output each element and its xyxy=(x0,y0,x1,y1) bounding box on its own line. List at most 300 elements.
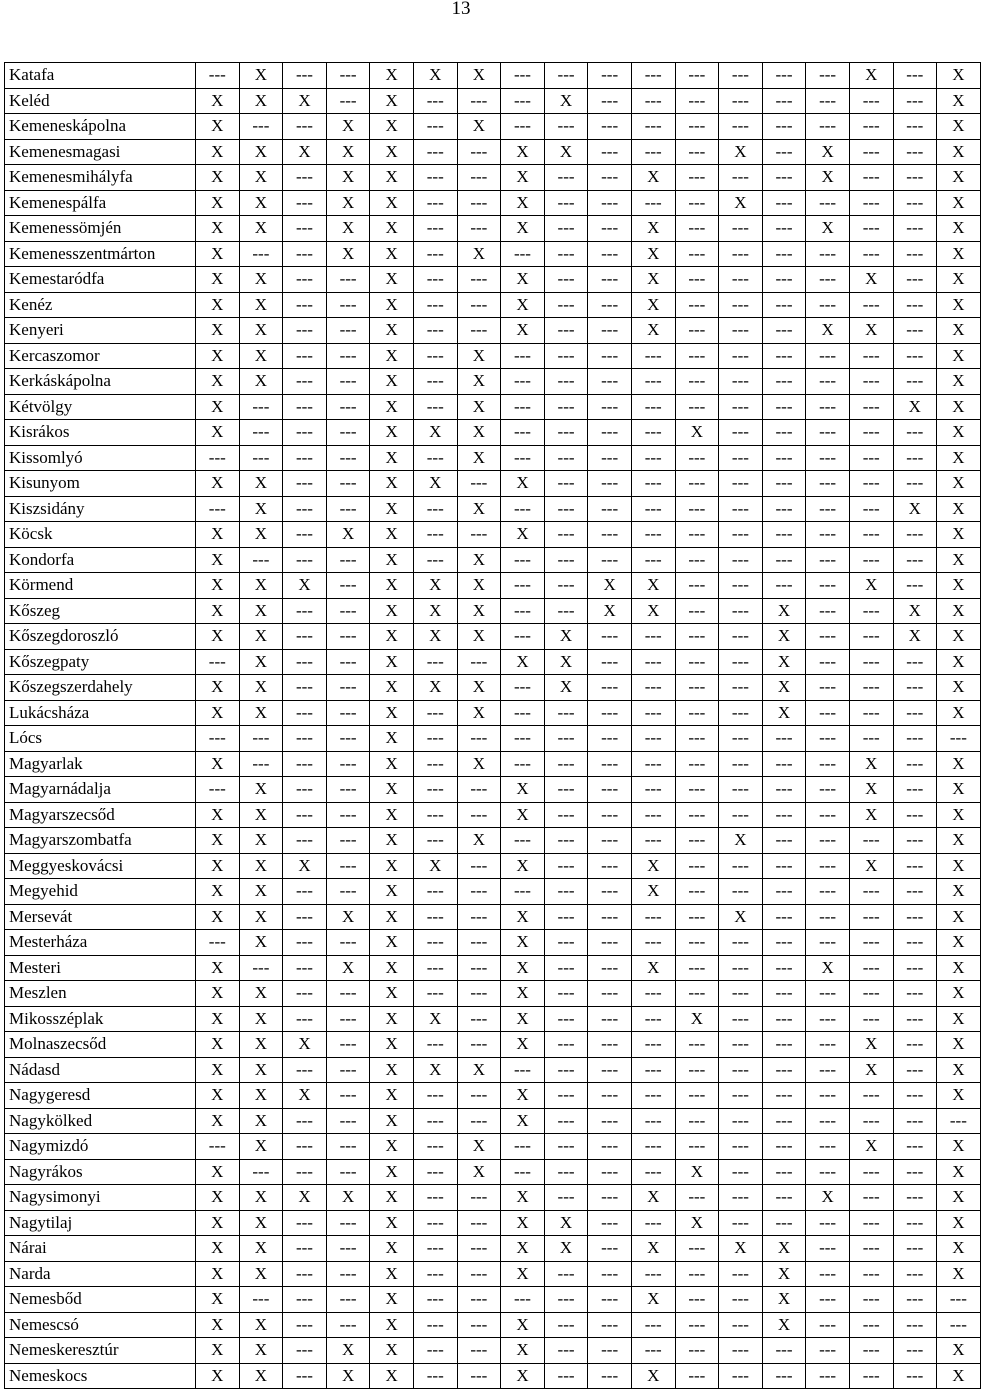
table-cell: --- xyxy=(239,114,283,140)
table-cell: --- xyxy=(719,1108,763,1134)
table-cell: X xyxy=(457,420,501,446)
table-row xyxy=(5,267,981,293)
table-cell: --- xyxy=(719,777,763,803)
table-cell: --- xyxy=(631,981,675,1007)
settlement-name: Meszlen xyxy=(5,981,196,1007)
table-cell: --- xyxy=(762,165,806,191)
table-cell: --- xyxy=(675,190,719,216)
table-cell: --- xyxy=(457,879,501,905)
table-cell: --- xyxy=(719,420,763,446)
table-cell: --- xyxy=(675,114,719,140)
table-row xyxy=(5,114,981,140)
table-cell: --- xyxy=(501,1134,545,1160)
table-cell: --- xyxy=(631,471,675,497)
table-cell: X xyxy=(239,496,283,522)
table-cell: --- xyxy=(544,63,588,89)
table-cell: --- xyxy=(457,88,501,114)
table-cell: --- xyxy=(588,802,632,828)
table-cell: X xyxy=(631,1363,675,1389)
table-cell: --- xyxy=(849,1108,893,1134)
table-cell: --- xyxy=(283,267,327,293)
table-cell: X xyxy=(631,165,675,191)
table-row xyxy=(5,802,981,828)
table-row xyxy=(5,624,981,650)
table-cell: X xyxy=(762,1312,806,1338)
table-cell: --- xyxy=(675,139,719,165)
table-cell: X xyxy=(239,777,283,803)
table-cell: --- xyxy=(544,573,588,599)
table-cell: X xyxy=(239,165,283,191)
table-row xyxy=(5,853,981,879)
table-cell: --- xyxy=(413,547,457,573)
table-cell: --- xyxy=(196,496,240,522)
settlement-name: Nagytilaj xyxy=(5,1210,196,1236)
table-cell: --- xyxy=(806,547,850,573)
table-cell: --- xyxy=(675,649,719,675)
table-cell: --- xyxy=(806,1057,850,1083)
table-cell: --- xyxy=(283,496,327,522)
table-row xyxy=(5,1338,981,1364)
table-cell: X xyxy=(370,624,414,650)
settlement-name: Magyarnádalja xyxy=(5,777,196,803)
table-cell: X xyxy=(370,318,414,344)
table-cell: X xyxy=(370,726,414,752)
table-cell: X xyxy=(239,190,283,216)
table-cell: --- xyxy=(849,1338,893,1364)
table-cell: X xyxy=(937,700,981,726)
table-cell: --- xyxy=(326,471,370,497)
table-cell: --- xyxy=(326,573,370,599)
table-cell: --- xyxy=(719,853,763,879)
table-cell: --- xyxy=(413,318,457,344)
table-cell: --- xyxy=(762,1338,806,1364)
table-cell: X xyxy=(370,1057,414,1083)
table-cell: X xyxy=(762,1261,806,1287)
table-cell: X xyxy=(326,955,370,981)
table-cell: --- xyxy=(893,1210,937,1236)
table-cell: --- xyxy=(283,522,327,548)
table-cell: --- xyxy=(283,1210,327,1236)
table-row xyxy=(5,598,981,624)
table-cell: --- xyxy=(413,165,457,191)
table-row xyxy=(5,573,981,599)
table-cell: --- xyxy=(413,292,457,318)
table-cell: --- xyxy=(413,1032,457,1058)
table-cell: --- xyxy=(806,904,850,930)
table-cell: X xyxy=(196,343,240,369)
table-cell: --- xyxy=(806,114,850,140)
table-cell: --- xyxy=(588,726,632,752)
table-cell: --- xyxy=(806,1287,850,1313)
table-cell: --- xyxy=(806,751,850,777)
table-cell: --- xyxy=(588,420,632,446)
table-cell: --- xyxy=(762,777,806,803)
table-cell: --- xyxy=(544,216,588,242)
table-row xyxy=(5,1312,981,1338)
table-cell: X xyxy=(370,1134,414,1160)
table-cell: X xyxy=(370,1261,414,1287)
table-cell: X xyxy=(457,624,501,650)
table-cell: X xyxy=(196,573,240,599)
table-cell: --- xyxy=(413,496,457,522)
table-cell: X xyxy=(501,649,545,675)
table-cell: --- xyxy=(501,445,545,471)
table-cell: --- xyxy=(762,828,806,854)
table-cell: --- xyxy=(588,777,632,803)
table-cell: --- xyxy=(762,751,806,777)
table-cell: X xyxy=(501,190,545,216)
table-cell: X xyxy=(937,981,981,1007)
table-cell: --- xyxy=(806,930,850,956)
table-cell: --- xyxy=(326,292,370,318)
settlement-name: Magyarlak xyxy=(5,751,196,777)
table-cell: --- xyxy=(762,496,806,522)
table-cell: --- xyxy=(457,853,501,879)
table-cell: X xyxy=(457,496,501,522)
table-cell: --- xyxy=(675,88,719,114)
table-cell: --- xyxy=(849,216,893,242)
table-cell: --- xyxy=(283,420,327,446)
table-row xyxy=(5,445,981,471)
table-cell: X xyxy=(196,318,240,344)
table-cell: --- xyxy=(893,802,937,828)
table-cell: X xyxy=(196,828,240,854)
table-cell: --- xyxy=(849,1185,893,1211)
table-cell: --- xyxy=(457,1287,501,1313)
table-cell: --- xyxy=(588,139,632,165)
table-cell: --- xyxy=(719,624,763,650)
table-row xyxy=(5,139,981,165)
table-cell: X xyxy=(937,267,981,293)
table-cell: X xyxy=(675,1159,719,1185)
table-cell: --- xyxy=(588,496,632,522)
table-cell: --- xyxy=(675,955,719,981)
table-cell: X xyxy=(501,471,545,497)
table-cell: X xyxy=(501,930,545,956)
table-cell: X xyxy=(196,904,240,930)
table-cell: --- xyxy=(283,675,327,701)
table-cell: --- xyxy=(719,1312,763,1338)
table-cell: --- xyxy=(806,879,850,905)
table-cell: X xyxy=(501,522,545,548)
table-cell: X xyxy=(675,420,719,446)
table-cell: --- xyxy=(588,114,632,140)
settlement-name: Magyarszecsőd xyxy=(5,802,196,828)
table-cell: --- xyxy=(719,802,763,828)
table-cell: X xyxy=(501,1185,545,1211)
table-cell: --- xyxy=(762,394,806,420)
table-cell: --- xyxy=(893,114,937,140)
table-cell: --- xyxy=(719,700,763,726)
table-cell: --- xyxy=(849,1083,893,1109)
table-cell: --- xyxy=(457,1363,501,1389)
table-cell: --- xyxy=(719,930,763,956)
table-cell: --- xyxy=(631,522,675,548)
table-cell: --- xyxy=(893,445,937,471)
table-cell: --- xyxy=(762,471,806,497)
table-cell: --- xyxy=(849,955,893,981)
table-cell: --- xyxy=(719,114,763,140)
table-cell: --- xyxy=(283,1363,327,1389)
table-cell: --- xyxy=(675,828,719,854)
table-cell: --- xyxy=(239,1159,283,1185)
table-cell: X xyxy=(806,318,850,344)
table-cell: --- xyxy=(762,726,806,752)
table-cell: --- xyxy=(501,114,545,140)
table-cell: --- xyxy=(283,1108,327,1134)
table-cell: --- xyxy=(544,496,588,522)
table-cell: --- xyxy=(239,420,283,446)
table-cell: --- xyxy=(631,1006,675,1032)
table-cell: --- xyxy=(283,802,327,828)
table-cell: X xyxy=(239,624,283,650)
table-cell: --- xyxy=(501,751,545,777)
table-cell: X xyxy=(196,241,240,267)
table-cell: --- xyxy=(501,1159,545,1185)
table-cell: --- xyxy=(326,777,370,803)
table-cell: X xyxy=(457,547,501,573)
table-cell: X xyxy=(239,1363,283,1389)
table-cell: --- xyxy=(849,420,893,446)
table-cell: --- xyxy=(719,1083,763,1109)
table-cell: X xyxy=(501,267,545,293)
table-cell: X xyxy=(937,420,981,446)
table-cell: --- xyxy=(675,726,719,752)
table-row xyxy=(5,165,981,191)
table-cell: --- xyxy=(675,445,719,471)
settlement-name: Nemeskocs xyxy=(5,1363,196,1389)
table-cell: --- xyxy=(501,1057,545,1083)
table-cell: --- xyxy=(849,828,893,854)
settlement-name: Kiszsidány xyxy=(5,496,196,522)
table-cell: --- xyxy=(283,1236,327,1262)
table-cell: --- xyxy=(283,726,327,752)
table-cell: --- xyxy=(413,394,457,420)
settlement-name: Lócs xyxy=(5,726,196,752)
table-row xyxy=(5,1032,981,1058)
table-cell: X xyxy=(631,573,675,599)
table-cell: --- xyxy=(893,573,937,599)
table-cell: --- xyxy=(675,675,719,701)
table-row xyxy=(5,1057,981,1083)
table-cell: X xyxy=(937,88,981,114)
table-row xyxy=(5,292,981,318)
table-cell: --- xyxy=(588,751,632,777)
table-cell: --- xyxy=(762,904,806,930)
table-cell: X xyxy=(370,981,414,1007)
table-cell: --- xyxy=(588,343,632,369)
table-cell: --- xyxy=(544,394,588,420)
table-cell: X xyxy=(239,292,283,318)
table-cell: X xyxy=(370,394,414,420)
table-cell: --- xyxy=(544,1261,588,1287)
table-row xyxy=(5,700,981,726)
table-cell: X xyxy=(196,190,240,216)
table-cell: X xyxy=(370,267,414,293)
table-cell: --- xyxy=(631,1083,675,1109)
table-cell: --- xyxy=(413,241,457,267)
table-cell: --- xyxy=(762,369,806,395)
table-cell: X xyxy=(370,292,414,318)
table-cell: X xyxy=(370,700,414,726)
table-cell: X xyxy=(893,496,937,522)
table-cell: --- xyxy=(631,88,675,114)
table-cell: --- xyxy=(326,1210,370,1236)
table-cell: --- xyxy=(893,190,937,216)
table-cell: --- xyxy=(588,318,632,344)
table-cell: X xyxy=(937,1210,981,1236)
table-cell: X xyxy=(326,216,370,242)
table-cell: --- xyxy=(457,216,501,242)
table-cell: X xyxy=(719,828,763,854)
table-cell: --- xyxy=(326,420,370,446)
table-cell: X xyxy=(937,904,981,930)
table-cell: X xyxy=(849,318,893,344)
table-cell: X xyxy=(501,216,545,242)
table-cell: --- xyxy=(719,1057,763,1083)
table-cell: --- xyxy=(937,1287,981,1313)
table-cell: X xyxy=(937,165,981,191)
table-row xyxy=(5,751,981,777)
table-cell: --- xyxy=(719,63,763,89)
table-cell: X xyxy=(457,63,501,89)
table-cell: --- xyxy=(544,190,588,216)
settlement-name: Kisunyom xyxy=(5,471,196,497)
table-cell: --- xyxy=(588,1083,632,1109)
table-cell: X xyxy=(370,63,414,89)
table-cell: X xyxy=(893,624,937,650)
table-row xyxy=(5,547,981,573)
table-cell: X xyxy=(239,802,283,828)
table-cell: X xyxy=(413,598,457,624)
table-cell: X xyxy=(457,241,501,267)
table-cell: X xyxy=(239,1032,283,1058)
table-cell: X xyxy=(501,1363,545,1389)
table-cell: X xyxy=(196,700,240,726)
table-cell: X xyxy=(326,522,370,548)
table-cell: --- xyxy=(544,879,588,905)
table-cell: --- xyxy=(762,216,806,242)
table-cell: --- xyxy=(806,1108,850,1134)
table-cell: --- xyxy=(806,1338,850,1364)
table-cell: --- xyxy=(544,471,588,497)
table-cell: --- xyxy=(849,675,893,701)
table-cell: --- xyxy=(413,88,457,114)
table-cell: --- xyxy=(326,1032,370,1058)
table-cell: --- xyxy=(413,139,457,165)
table-cell: --- xyxy=(631,828,675,854)
table-cell: --- xyxy=(849,1210,893,1236)
table-cell: X xyxy=(937,879,981,905)
table-cell: X xyxy=(370,649,414,675)
table-cell: --- xyxy=(457,649,501,675)
table-cell: --- xyxy=(675,165,719,191)
table-cell: X xyxy=(501,1108,545,1134)
table-cell: --- xyxy=(413,369,457,395)
table-cell: --- xyxy=(588,1006,632,1032)
table-cell: X xyxy=(937,471,981,497)
table-cell: --- xyxy=(893,930,937,956)
table-cell: --- xyxy=(413,445,457,471)
table-cell: --- xyxy=(719,955,763,981)
settlement-name: Mikosszéplak xyxy=(5,1006,196,1032)
table-cell: X xyxy=(239,1006,283,1032)
table-cell: X xyxy=(239,216,283,242)
table-cell: X xyxy=(283,1083,327,1109)
table-cell: X xyxy=(937,802,981,828)
table-cell: X xyxy=(457,343,501,369)
table-cell: --- xyxy=(283,879,327,905)
table-cell: X xyxy=(762,675,806,701)
table-cell: --- xyxy=(762,1108,806,1134)
table-cell: --- xyxy=(806,1236,850,1262)
table-cell: --- xyxy=(719,292,763,318)
table-cell: X xyxy=(762,649,806,675)
table-cell: --- xyxy=(413,751,457,777)
table-cell: --- xyxy=(806,190,850,216)
table-cell: --- xyxy=(762,292,806,318)
table-cell: X xyxy=(631,241,675,267)
table-cell: X xyxy=(196,1032,240,1058)
table-cell: --- xyxy=(849,700,893,726)
settlement-name: Narda xyxy=(5,1261,196,1287)
table-cell: X xyxy=(370,369,414,395)
table-cell: X xyxy=(196,1236,240,1262)
table-cell: --- xyxy=(849,598,893,624)
table-cell: --- xyxy=(413,955,457,981)
table-cell: --- xyxy=(413,190,457,216)
settlement-name: Kercaszomor xyxy=(5,343,196,369)
table-cell: --- xyxy=(806,88,850,114)
table-cell: --- xyxy=(457,471,501,497)
table-cell: --- xyxy=(588,241,632,267)
table-cell: --- xyxy=(544,828,588,854)
table-row xyxy=(5,1236,981,1262)
table-cell: X xyxy=(239,318,283,344)
table-cell: --- xyxy=(849,1159,893,1185)
table-cell: --- xyxy=(283,1006,327,1032)
table-cell: X xyxy=(196,471,240,497)
table-cell: --- xyxy=(719,394,763,420)
table-cell: X xyxy=(501,955,545,981)
table-cell: --- xyxy=(457,1312,501,1338)
table-cell: X xyxy=(413,1006,457,1032)
table-cell: --- xyxy=(631,445,675,471)
table-cell: X xyxy=(239,675,283,701)
table-cell: --- xyxy=(762,241,806,267)
table-cell: --- xyxy=(675,624,719,650)
table-row xyxy=(5,216,981,242)
settlement-name: Köcsk xyxy=(5,522,196,548)
table-cell: --- xyxy=(631,1159,675,1185)
table-cell: --- xyxy=(413,700,457,726)
table-cell: X xyxy=(544,139,588,165)
table-cell: --- xyxy=(893,700,937,726)
table-cell: --- xyxy=(675,853,719,879)
table-cell: --- xyxy=(501,343,545,369)
table-cell: --- xyxy=(631,777,675,803)
table-cell: --- xyxy=(588,955,632,981)
table-cell: X xyxy=(849,777,893,803)
table-cell: --- xyxy=(239,445,283,471)
table-cell: X xyxy=(544,675,588,701)
table-cell: --- xyxy=(588,879,632,905)
table-cell: --- xyxy=(893,1287,937,1313)
table-cell: --- xyxy=(326,547,370,573)
table-cell: X xyxy=(849,267,893,293)
table-cell: --- xyxy=(457,292,501,318)
table-cell: --- xyxy=(544,267,588,293)
